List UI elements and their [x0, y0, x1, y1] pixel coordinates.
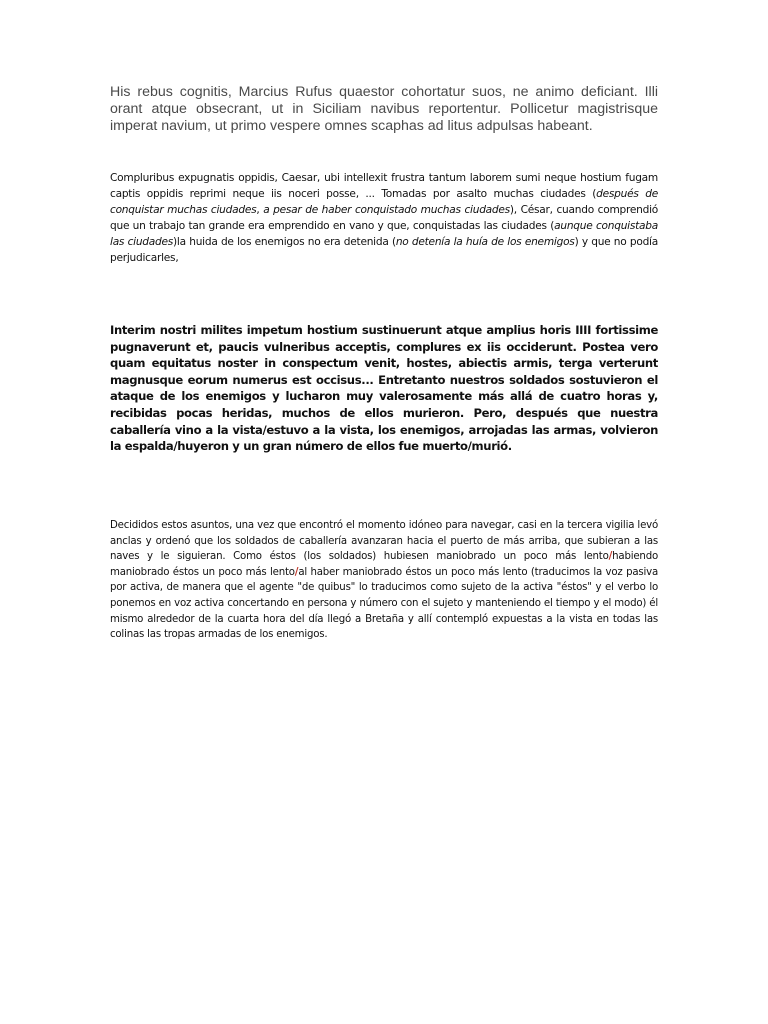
italic-gloss: después de conquistar muchas ciudades — [110, 188, 658, 216]
text-run: habiendo maniobrado éstos un poco más lento — [110, 551, 658, 578]
translation-paragraph-decididos — [110, 518, 658, 643]
italic-gloss: a pesar de haber conquistado muchas ciudades — [263, 204, 510, 216]
latin-paragraph-marcius-rufus: His rebus cognitis, Marcius Rufus quaestor cohortatur suos, ne animo deficiant. Illi orant atque obsecrant, ut in Siciliam navibus reportentur. Pollicetur magistrisque imperat navium, ut primo vespere omnes scaphas ad litus adpulsas habeant. — [110, 84, 658, 134]
text-run: Compluribus expugnatis oppidis, Caesar, ubi intellexit frustra tantum laborem sumi neque hostium fugam captis oppidis reprimi neque iis noceri posse, ... Tomadas por asalto muchas ciudades ( — [110, 172, 658, 200]
red-slash-mark: / — [294, 566, 299, 578]
text-run: )la huida de los enemigos no era detenida ( — [173, 236, 396, 248]
red-slash-mark: / — [608, 551, 613, 563]
text-run: , — [256, 204, 264, 216]
italic-gloss: no detenía la huía de los enemigos — [395, 236, 575, 248]
text-run: Decididos estos asuntos, una vez que encontró el momento idóneo para navegar, casi en la tercera vigilia levó anclas y ordenó que los soldados de caballería avanzaran hacia el puerto de más arriba, que subieran a las naves y le siguieran. Como éstos (los soldados) hubiesen maniobrado un poco más lento — [110, 520, 658, 563]
text-run: al haber maniobrado éstos un poco más lento (traducimos la voz pasiva por activa, de manera que el agente "de quibus" lo traducimos como sujeto de la activa "éstos" y el verbo lo ponemos en voz activa concertando en persona y número con el sujeto y manteniendo el tiempo y el modo) él mismo alrededor de la cuarta hora del día llegó a Bretaña y allí contempló expuestas a la vista en todas las colinas las tropas armadas de los enemigos. — [110, 566, 658, 641]
text-run: ) y que no podía perjudicarles, — [110, 236, 658, 264]
text-run: ), César, cuando comprendió que un trabajo tan grande era emprendido en vano y que, conquistadas las ciudades ( — [110, 204, 658, 232]
italic-gloss: aunque conquistaba las ciudades — [110, 220, 658, 248]
bold-paragraph-interim: Interim nostri milites impetum hostium sustinuerunt atque amplius horis IIII fortissime pugnaverunt et, paucis vulneribus acceptis, complures ex iis occiderunt. Postea vero quam equitatus noster in conspectum venit, hostes, abiectis armis, terga verterunt magnusque eorum numerus est occisus... Entretanto nuestros soldados sostuvieron el ataque de los enemigos y lucharon muy valerosamente más allá de cuatro horas y, recibidas pocas heridas, muchos de ellos murieron. Pero, después que nuestra caballería vino a la vista/estuvo a la vista, los enemigos, arrojadas las armas, volvieron la espalda/huyeron y un gran número de ellos fue muerto/murió. — [110, 323, 658, 454]
translation-paragraph-compluribus — [110, 170, 658, 266]
